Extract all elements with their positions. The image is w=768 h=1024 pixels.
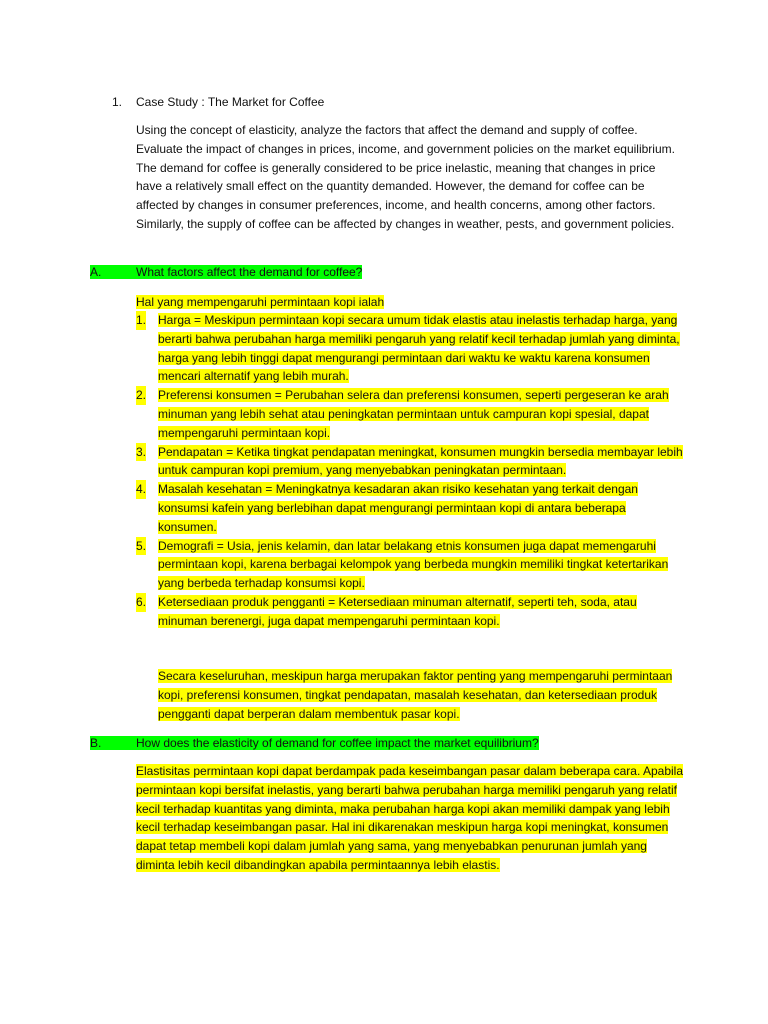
section-b-letter: B. <box>90 736 102 750</box>
list-item-text: Pendapatan = Ketika tingkat pendapatan meningkat, konsumen mungkin bersedia membayar lebih untuk campuran kopi premium, yang menyebabkan peningkatan permintaan. <box>158 444 683 478</box>
list-item-number: 2. <box>136 386 146 405</box>
section-a-intro: Hal yang mempengaruhi permintaan kopi ialah <box>136 295 385 309</box>
case-number: 1. <box>112 95 123 109</box>
list-item-text: Preferensi konsumen = Perubahan selera dan preferensi konsumen, seperti pergeseran ke arah minuman yang lebih sehat atau peningkatan permintaan untuk campuran kopi spesial, dapat mempengaruhi permintaan kopi. <box>158 388 669 440</box>
list-item-number: 4. <box>136 480 146 499</box>
list-item <box>136 480 684 536</box>
section-a-summary: Secara keseluruhan, meskipun harga merupakan faktor penting yang mempengaruhi permintaan kopi, preferensi konsumen, tingkat pendapatan, masalah kesehatan, dan ketersediaan produk pengganti dapat berperan dalam membentuk pasar kopi. <box>158 669 673 721</box>
list-item-number: 6. <box>136 593 146 612</box>
case-heading <box>112 93 324 112</box>
list-item-number: 1. <box>136 311 146 330</box>
list-item-text: Ketersediaan produk pengganti = Ketersediaan minuman alternatif, seperti teh, soda, atau minuman berenergi, juga dapat mempengaruhi permintaan kopi. <box>158 594 637 628</box>
list-item <box>136 537 684 593</box>
list-item <box>136 311 684 386</box>
list-item-number: 3. <box>136 443 146 462</box>
section-b-question: How does the elasticity of demand for coffee impact the market equilibrium? <box>136 736 539 750</box>
list-item <box>136 593 684 631</box>
list-item-text: Demografi = Usia, jenis kelamin, dan latar belakang etnis konsumen juga dapat memengaruhi permintaan kopi, karena berbagai kelompok yang berbeda mungkin memiliki tingkat ketertarikan yang berbeda terhadap konsumsi kopi. <box>158 538 669 591</box>
list-item-text: Masalah kesehatan = Meningkatnya kesadaran akan risiko kesehatan yang terkait dengan konsumsi kafein yang berlebihan dapat mengurangi permintaan kopi di antara beberapa konsumen. <box>158 482 638 534</box>
factor-list <box>136 311 684 631</box>
list-item-number: 5. <box>136 537 146 556</box>
section-a-heading <box>90 263 362 282</box>
list-item <box>136 386 684 442</box>
list-item-text: Harga = Meskipun permintaan kopi secara umum tidak elastis atau inelastis terhadap harga, yang berarti bahwa perubahan harga memiliki pengaruh yang relatif kecil terhadap jumlah yang diminta, harga yang lebih tinggi dapat mengurangi permintaan dari waktu ke waktu karena konsumen mencari alternatif yang lebih murah. <box>158 313 680 384</box>
section-b-heading <box>90 734 539 753</box>
case-title: Case Study : The Market for Coffee <box>136 95 325 109</box>
list-item <box>136 443 684 481</box>
case-intro-paragraph: Using the concept of elasticity, analyze the factors that affect the demand and supply of coffee. Evaluate the impact of changes in prices, income, and government policies on the market equilibrium. The demand for coffee is generally considered to be price inelastic, meaning that changes in price have a relatively small effect on the quantity demanded. However, the demand for coffee can be affected by changes in consumer preferences, income, and health concerns, among other factors. Similarly, the supply of coffee can be affected by changes in weather, pests, and government policies. <box>136 123 675 231</box>
section-a-question: What factors affect the demand for coffee? <box>136 265 363 279</box>
section-b-answer: Elastisitas permintaan kopi dapat berdampak pada keseimbangan pasar dalam beberapa cara. Apabila permintaan kopi bersifat inelastis, yang berarti bahwa perubahan harga memiliki pengaruh yang relatif kecil terhadap kuantitas yang diminta, maka perubahan harga kopi akan memiliki dampak yang lebih kecil terhadap keseimbangan pasar. Hal ini dikarenakan meskipun harga kopi meningkat, konsumen dapat tetap membeli kopi dalam jumlah yang sama, yang menyebabkan penurunan jumlah yang diminta lebih kecil dibandingkan apabila permintaannya lebih elastis. <box>136 764 684 872</box>
section-a-letter: A. <box>90 265 102 279</box>
